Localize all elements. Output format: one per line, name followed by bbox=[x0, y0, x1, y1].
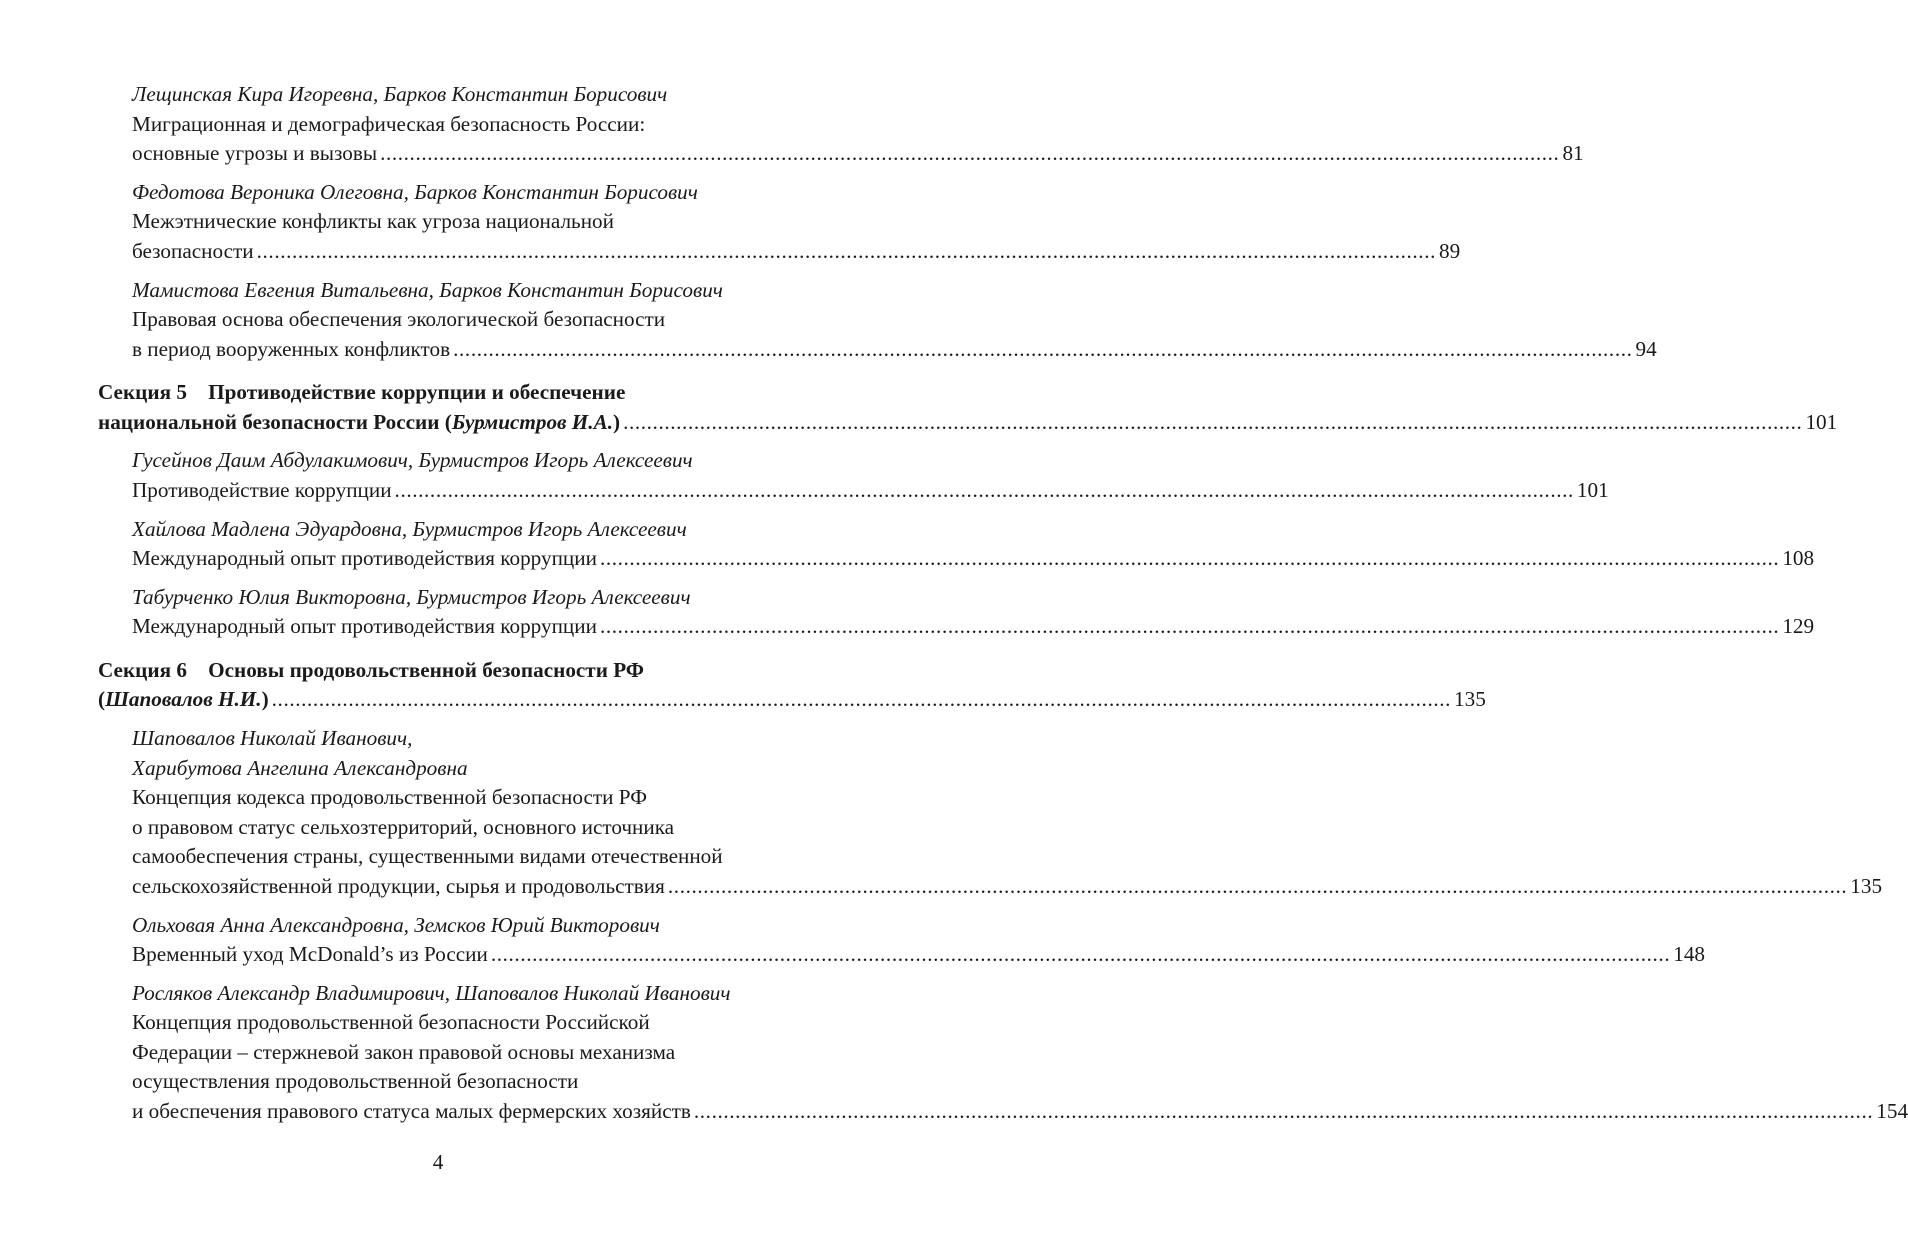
entry-title-text: Временный уход McDonald’s из России bbox=[132, 942, 488, 967]
entry-title-last-line bbox=[0, 237, 1461, 267]
table-of-contents bbox=[0, 80, 1908, 1126]
entry-page-number: 94 bbox=[1635, 336, 1657, 361]
leader-dots: ........................................................................................................................................................................................................ bbox=[394, 477, 1574, 502]
toc-entry bbox=[0, 724, 1883, 901]
entry-authors: Гусейнов Даим Абдулакимович, Бурмистров Игорь Алексеевич bbox=[132, 448, 693, 473]
entry-title-text: Международный опыт противодействия коррупции bbox=[132, 614, 597, 639]
entry-page-number: 154 bbox=[1876, 1098, 1908, 1123]
toc-section-5 bbox=[0, 378, 1838, 437]
section-heading-last-line bbox=[0, 408, 1838, 438]
entry-authors: Табурченко Юлия Викторовна, Бурмистров Игорь Алексеевич bbox=[132, 584, 691, 609]
entry-title-last-line bbox=[0, 1097, 1908, 1127]
entry-title-text: в период вооруженных конфликтов bbox=[132, 336, 451, 361]
leader-dots: ........................................................................................................................................................................................................ bbox=[256, 238, 1436, 263]
entry-page-number: 89 bbox=[1439, 238, 1461, 263]
toc-entry bbox=[0, 80, 1584, 169]
leader-dots: ........................................................................................................................................................................................................ bbox=[623, 409, 1803, 434]
entry-page-number: 81 bbox=[1562, 141, 1584, 165]
entry-title-line: Федерации – стержневой закон правовой основы механизма bbox=[132, 1039, 676, 1064]
section-editor: Шаповалов Н.И. bbox=[105, 687, 262, 712]
leader-dots: ........................................................................................................................................................................................................ bbox=[453, 336, 1633, 361]
entry-title-last-line bbox=[0, 940, 1705, 970]
section-heading-last-line bbox=[0, 685, 1486, 715]
entry-title-text: сельскохозяйственной продукции, сырья и продовольствия bbox=[132, 873, 665, 898]
leader-dots: ........................................................................................................................................................................................................ bbox=[380, 141, 1560, 165]
entry-page-number: 101 bbox=[1576, 477, 1609, 502]
toc-entry bbox=[0, 979, 1908, 1127]
entry-title-last-line bbox=[0, 335, 1657, 365]
entry-authors: Харибутова Ангелина Александровна bbox=[132, 755, 468, 780]
leader-dots: ........................................................................................................................................................................................................ bbox=[599, 614, 1780, 639]
entry-title-last-line bbox=[0, 872, 1883, 902]
toc-entry bbox=[0, 515, 1815, 574]
entry-title-line: осуществления продовольственной безопасности bbox=[132, 1069, 579, 1094]
toc-section-6 bbox=[0, 656, 1486, 715]
entry-title-line: Миграционная и демографическая безопасность России: bbox=[132, 111, 646, 136]
entry-title-text: основные угрозы и вызовы bbox=[132, 141, 378, 165]
entry-authors: Лещинская Кира Игоревна, Барков Константин Борисович bbox=[132, 82, 668, 106]
entry-title-text: Противодействие коррупции bbox=[132, 477, 392, 502]
entry-authors: Росляков Александр Владимирович, Шаповалов Николай Иванович bbox=[132, 980, 731, 1005]
leader-dots: ........................................................................................................................................................................................................ bbox=[271, 687, 1452, 712]
section-page-number: 135 bbox=[1454, 687, 1486, 712]
toc-entry bbox=[0, 583, 1815, 642]
section-heading: Секция 5 Противодействие коррупции и обеспечение bbox=[98, 380, 626, 405]
section-heading-text: (Шаповалов Н.И.) bbox=[98, 687, 269, 712]
entry-title-line: Концепция продовольственной безопасности Российской bbox=[132, 1010, 650, 1035]
entry-page-number: 135 bbox=[1850, 873, 1883, 898]
leader-dots: ........................................................................................................................................................................................................ bbox=[490, 942, 1671, 967]
leader-dots: ........................................................................................................................................................................................................ bbox=[667, 873, 1848, 898]
entry-title-last-line bbox=[0, 544, 1815, 574]
toc-entry bbox=[0, 446, 1609, 505]
entry-authors: Хайлова Мадлена Эдуардовна, Бурмистров Игорь Алексеевич bbox=[132, 516, 687, 541]
leader-dots: ........................................................................................................................................................................................................ bbox=[599, 546, 1780, 571]
entry-title-line: самообеспечения страны, существенными видами отечественной bbox=[132, 844, 723, 869]
section-heading-text: национальной безопасности России (Бурмистров И.А.) bbox=[98, 409, 621, 434]
entry-title-last-line bbox=[0, 476, 1609, 506]
entry-title-text: безопасности bbox=[132, 238, 254, 263]
entry-title-line: Межэтнические конфликты как угроза национальной bbox=[132, 209, 614, 234]
entry-title-text: Международный опыт противодействия коррупции bbox=[132, 546, 597, 571]
toc-entry bbox=[0, 178, 1461, 267]
toc-entry bbox=[0, 911, 1705, 970]
page-number: 4 bbox=[432, 1150, 444, 1174]
section-editor: Бурмистров И.А. bbox=[451, 409, 614, 434]
section-heading: Секция 6 Основы продовольственной безопасности РФ bbox=[98, 657, 645, 682]
toc-entry bbox=[0, 276, 1657, 365]
leader-dots: ........................................................................................................................................................................................................ bbox=[693, 1098, 1874, 1123]
entry-authors: Мамистова Евгения Витальевна, Барков Константин Борисович bbox=[132, 277, 723, 302]
entry-authors: Шаповалов Николай Иванович, bbox=[132, 726, 413, 751]
entry-authors: Ольховая Анна Александровна, Земсков Юрий Викторович bbox=[132, 912, 660, 937]
entry-title-line: о правовом статус сельхозтерриторий, основного источника bbox=[132, 814, 675, 839]
entry-title-line: Концепция кодекса продовольственной безопасности РФ bbox=[132, 785, 647, 810]
entry-title-last-line bbox=[0, 612, 1815, 642]
entry-title-line: Правовая основа обеспечения экологической безопасности bbox=[132, 307, 666, 332]
entry-page-number: 148 bbox=[1673, 942, 1705, 967]
entry-authors: Федотова Вероника Олеговна, Барков Константин Борисович bbox=[132, 179, 698, 204]
entry-page-number: 129 bbox=[1782, 614, 1815, 639]
entry-title-last-line bbox=[0, 139, 1584, 169]
section-page-number: 101 bbox=[1805, 409, 1838, 434]
entry-page-number: 108 bbox=[1782, 546, 1815, 571]
entry-title-text: и обеспечения правового статуса малых фермерских хозяйств bbox=[132, 1098, 691, 1123]
